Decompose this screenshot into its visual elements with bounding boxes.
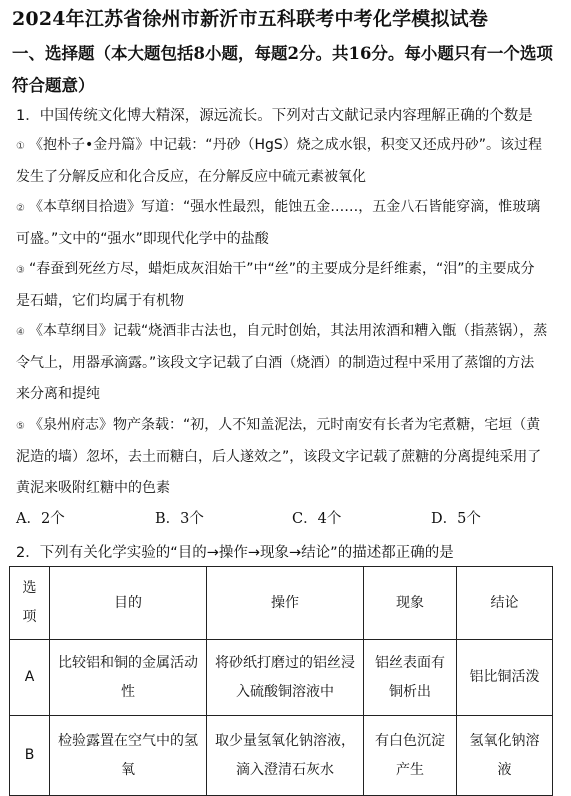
header-option: 选项 [10, 567, 50, 640]
header-purpose: 目的 [50, 567, 207, 640]
statement-marker: ② [16, 203, 25, 214]
header-conclusion: 结论 [457, 567, 553, 640]
cell-purpose: 检验露置在空气中的氢氧 [50, 716, 207, 796]
statement-marker: ③ [16, 265, 25, 276]
cell-phenomenon: 铝丝表面有铜析出 [364, 640, 457, 716]
statement-2 [16, 192, 548, 255]
choice-d[interactable]: D．5个 [431, 511, 481, 527]
statement-marker: ④ [16, 327, 25, 338]
choice-c[interactable]: C．4个 [292, 511, 342, 527]
question-1-choices [16, 507, 556, 533]
statement-1 [16, 130, 548, 193]
cell-purpose: 比较铝和铜的金属活动性 [50, 640, 207, 716]
question-2-stem: 2．下列有关化学实验的“目的→操作→现象→结论”的描述都正确的是 [16, 545, 454, 561]
statement-4 [16, 316, 548, 410]
experiment-table [9, 566, 553, 796]
cell-operation: 将砂纸打磨过的铝丝浸入硫酸铜溶液中 [207, 640, 364, 716]
table-header-row [10, 567, 553, 640]
statement-text: “春蚕到死丝方尽，蜡炬成灰泪始干”中“丝”的主要成分是纤维素，“泪”的主要成分是石蜡，它们均属于有机物 [16, 261, 535, 309]
cell-phenomenon: 有白色沉淀产生 [364, 716, 457, 796]
statement-text: 《抱朴子•金丹篇》中记载：“丹砂（HgS）烧之成水银，积变又还成丹砂”。该过程发生了分解反应和化合反应，在分解反应中硫元素被氧化 [16, 137, 543, 185]
choice-a[interactable]: A．2个 [16, 511, 65, 527]
table-row [10, 640, 553, 716]
cell-option: A [10, 640, 50, 716]
statement-text: 《本草纲目拾遗》写道：“强水性最烈，能蚀五金……，五金八石皆能穿滴，惟玻璃可盛。”文中的“强水”即现代化学中的盐酸 [16, 199, 541, 247]
header-phenomenon: 现象 [364, 567, 457, 640]
statement-3 [16, 254, 548, 317]
statement-text: 《本草纲目》记载“烧酒非古法也，自元时创始，其法用浓酒和糟入甑（指蒸锅），蒸令气上，用器承滴露。”该段文字记载了白酒（烧酒）的制造过程中采用了蒸馏的方法来分离和提纯 [16, 323, 548, 402]
question-1-stem: 1．中国传统文化博大精深，源远流长。下列对古文献记录内容理解正确的个数是 [16, 108, 533, 124]
section-heading: 一、选择题（本大题包括8小题，每题2分。共16分。每小题只有一个选项符合题意） [12, 44, 553, 95]
statement-marker: ⑤ [16, 421, 25, 432]
choice-b[interactable]: B．3个 [155, 511, 204, 527]
cell-option: B [10, 716, 50, 796]
statement-text: 《泉州府志》物产条载：“初，人不知盖泥法，元时南安有长者为宅煮糖，宅垣（黄泥造的墙）忽坏，去土而糖白，后人遂效之”，该段文字记载了蔗糖的分离提纯采用了黄泥来吸附红糖中的色素 [16, 417, 542, 496]
cell-conclusion: 铝比铜活泼 [457, 640, 553, 716]
cell-conclusion: 氢氧化钠溶液 [457, 716, 553, 796]
statement-marker: ① [16, 141, 25, 152]
table-row [10, 716, 553, 796]
header-operation: 操作 [207, 567, 364, 640]
cell-operation: 取少量氢氧化钠溶液，滴入澄清石灰水 [207, 716, 364, 796]
statement-5 [16, 410, 548, 504]
exam-title: 2024年江苏省徐州市新沂市五科联考中考化学模拟试卷 [12, 8, 489, 30]
